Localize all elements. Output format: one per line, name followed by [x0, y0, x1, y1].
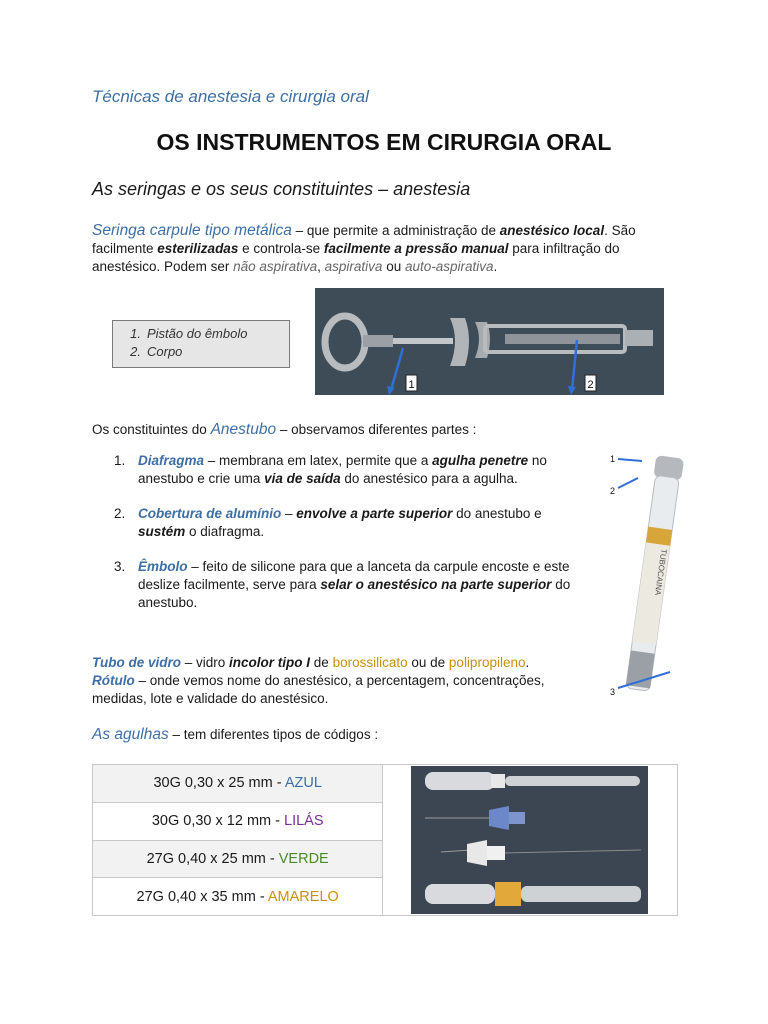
text: ou: [382, 259, 405, 274]
needles-illustration: [411, 766, 648, 914]
bold-text: envolve a parte superior: [296, 506, 453, 521]
text: do anestubo e: [452, 506, 542, 521]
legend-number: 2.: [130, 344, 141, 359]
parts-legend-box: [112, 320, 290, 368]
text: do anestésico para a agulha.: [340, 471, 518, 486]
legend-number: 1.: [130, 326, 141, 341]
agulhas-term: As agulhas: [92, 726, 169, 743]
anestubo-intro: [92, 421, 672, 439]
list-number: 2.: [114, 506, 126, 521]
bold-text: incolor tipo I: [229, 655, 311, 670]
needle-code-cell: [93, 802, 383, 840]
anestubo-illustration: [600, 448, 710, 698]
document-subtitle: Técnicas de anestesia e cirurgia oral: [92, 87, 369, 106]
needles-photo-cell: [383, 765, 678, 916]
bold-text: anestésico local: [499, 223, 605, 238]
list-item: [92, 452, 572, 488]
photo-label-3: 3: [610, 687, 616, 697]
text: – tem diferentes tipos de códigos :: [168, 727, 379, 742]
photo-label-2: 2: [587, 379, 594, 391]
legend-item: [113, 325, 289, 343]
text: – onde vemos nome do anestésico, a percentagem, concentrações, medidas, lote e validade do anestésico.: [92, 673, 545, 706]
syringe-type: aspirativa: [324, 259, 383, 274]
tubo-paragraph: [92, 654, 572, 708]
syringe-type: auto-aspirativa: [404, 259, 494, 274]
page-title: OS INSTRUMENTOS EM CIRURGIA ORAL: [156, 129, 612, 155]
anestubo-term: Anestubo: [210, 421, 277, 438]
needles-photo: [411, 766, 648, 914]
needle-color: LILÁS: [284, 813, 324, 830]
section-heading: As seringas e os seus constituintes – anestesia: [92, 179, 471, 199]
text: . São facilmente: [92, 223, 636, 256]
photo-label-1: 1: [610, 454, 616, 464]
photo-label-1: 1: [408, 379, 415, 391]
seringa-term: Seringa carpule tipo metálica: [92, 222, 292, 239]
syringe-type: não aspirativa: [233, 259, 318, 274]
list-item: [92, 505, 572, 541]
part-term: Êmbolo: [138, 559, 188, 574]
list-number: 1.: [114, 453, 126, 468]
text: ou de: [407, 655, 449, 670]
bold-text: sustém: [138, 524, 186, 539]
needle-code-cell: [93, 765, 383, 803]
cartridge-label-text: TUBOCAINA: [652, 548, 669, 596]
text: – feito de silicone para que a lanceta da carpule encoste e este deslize facilmente, serve para: [138, 559, 570, 592]
carpule-syringe-photo: [315, 288, 664, 395]
legend-label: Pistão do êmbolo: [147, 326, 248, 341]
legend-label: Corpo: [147, 344, 183, 359]
part-term: Diafragma: [138, 453, 205, 468]
text: .: [493, 259, 498, 274]
table-row: [93, 765, 678, 803]
needle-color: VERDE: [278, 850, 329, 867]
needle-color: AZUL: [284, 775, 322, 792]
text: – membrana em latex, permite que a: [204, 453, 433, 468]
legend-item: [113, 343, 289, 361]
part-term: Cobertura de alumínio: [138, 506, 282, 521]
bold-text: facilmente a pressão manual: [323, 241, 509, 256]
text: de: [310, 655, 333, 670]
text: o diafragma.: [185, 524, 265, 539]
needle-spec: 30G 0,30 x 25 mm -: [153, 775, 285, 792]
text: Os constituintes do: [92, 422, 211, 437]
anestubo-photo: [600, 448, 710, 698]
text: .: [525, 655, 530, 670]
needle-spec: 30G 0,30 x 12 mm -: [151, 813, 284, 830]
bold-text: selar o anestésico na parte superior: [320, 577, 552, 592]
text: do anestubo.: [138, 577, 571, 610]
needle-color: AMARELO: [267, 888, 339, 905]
list-item: [92, 558, 572, 612]
text: – vidro: [181, 655, 230, 670]
text: para infiltração do anestésico. Podem ser: [92, 241, 620, 274]
needle-spec: 27G 0,40 x 25 mm -: [146, 850, 279, 867]
needle-spec: 27G 0,40 x 35 mm -: [136, 888, 268, 905]
anestubo-parts-list: [92, 452, 572, 629]
syringe-illustration: [315, 288, 664, 395]
agulhas-intro: [92, 726, 672, 744]
material-name: borossilicato: [332, 655, 408, 670]
rotulo-term: Rótulo: [92, 673, 135, 688]
text: –: [281, 506, 297, 521]
bold-text: esterilizadas: [157, 241, 239, 256]
list-number: 3.: [114, 559, 126, 574]
text: – que permite a administração de: [291, 223, 500, 238]
bold-text: via de saída: [264, 471, 341, 486]
seringa-paragraph: [92, 222, 672, 276]
text: ,: [317, 259, 325, 274]
needle-code-cell: [93, 878, 383, 916]
tubo-term: Tubo de vidro: [92, 655, 182, 670]
photo-label-2: 2: [610, 486, 616, 496]
bold-text: agulha penetre: [432, 453, 529, 468]
needle-code-cell: [93, 840, 383, 878]
needle-codes-table: [92, 764, 678, 916]
material-name: polipropileno: [448, 655, 526, 670]
text: e controla-se: [238, 241, 324, 256]
text: no anestubo e crie uma: [138, 453, 547, 486]
text: – observamos diferentes partes :: [276, 422, 477, 437]
